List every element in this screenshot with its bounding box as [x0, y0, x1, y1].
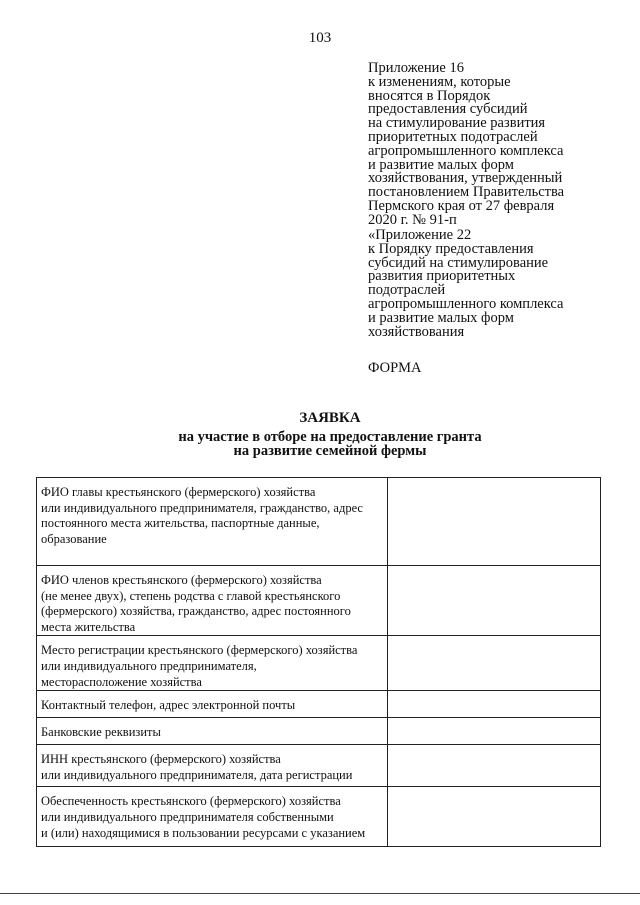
forma-label: ФОРМА	[368, 360, 422, 376]
document-title: ЗАЯВКА	[299, 410, 361, 426]
appendix-22-line: к Порядку предоставления	[368, 240, 534, 257]
appendix-16-line: и развитие малых форм	[368, 156, 514, 173]
appendix-22-line: хозяйствования	[368, 323, 465, 340]
row-label-line: ФИО членов крестьянского (фермерского) хозяйства	[41, 573, 322, 587]
row-label-line: ИНН крестьянского (фермерского) хозяйства	[41, 752, 281, 767]
appendix-16-line: 2020 г. № 91-п	[368, 211, 457, 228]
row-label-line: месторасположение хозяйства	[41, 674, 202, 689]
row-label	[37, 636, 388, 691]
appendix-16-line: на стимулирование развития	[368, 115, 546, 132]
value-input-cell[interactable]	[388, 787, 601, 847]
appendix-16-line: агропромышленного комплекса	[368, 142, 564, 159]
appendix-22-line: подотраслей	[368, 282, 446, 299]
row-label	[37, 787, 388, 847]
page-bottom-edge	[0, 893, 640, 894]
value-input-cell[interactable]	[388, 718, 601, 745]
appendix-16-line: хозяйствования, утвержденный	[368, 170, 563, 187]
table-row	[37, 691, 601, 718]
appendix-16-block	[368, 62, 618, 228]
appendix-16-line: постановлением Правительства	[368, 184, 565, 201]
row-label-line: ФИО главы крестьянского (фермерского) хозяйства	[41, 485, 316, 499]
table-row	[37, 566, 601, 636]
appendix-22-line: агропромышленного комплекса	[368, 295, 564, 312]
value-input-cell[interactable]	[388, 691, 601, 718]
appendix-22-line: «Приложение 22	[368, 227, 472, 243]
application-form-table	[36, 477, 601, 847]
row-label-line: Место регистрации крестьянского (фермерского) хозяйства	[41, 643, 358, 658]
document-subtitle	[0, 430, 640, 458]
table-row	[37, 636, 601, 691]
row-label-line: образование	[41, 531, 107, 546]
appendix-16-line: Пермского края от 27 февраля	[368, 197, 555, 214]
appendix-22-line: и развитие малых форм	[368, 309, 514, 326]
table-row	[37, 745, 601, 787]
table-row	[37, 718, 601, 745]
row-label	[37, 718, 388, 745]
row-label-line: и (или) находящимися в пользовании ресурсами с указанием	[41, 825, 366, 840]
row-label	[37, 691, 388, 718]
appendix-16-line: к изменениям, которые	[368, 73, 511, 90]
row-label-line: или индивидуального предпринимателя, гражданство, адрес	[41, 500, 363, 515]
value-input-cell[interactable]	[388, 745, 601, 787]
row-label-line: или индивидуального предпринимателя собственными	[41, 809, 334, 824]
row-label-line: Контактный телефон, адрес электронной почты	[41, 698, 296, 713]
appendix-22-block	[368, 229, 618, 339]
row-label-line: или индивидуального предпринимателя,	[41, 658, 257, 673]
row-label	[37, 745, 388, 787]
appendix-16-line: Приложение 16	[368, 60, 464, 76]
row-label-line: (не менее двух), степень родства с главой крестьянского	[41, 588, 341, 603]
row-label-line: места жительства	[41, 619, 136, 634]
subtitle-line: на развитие семейной фермы	[233, 443, 427, 459]
row-label-line: Обеспеченность крестьянского (фермерского) хозяйства	[41, 794, 341, 809]
appendix-16-line: вносятся в Порядок	[368, 87, 491, 104]
table-row	[37, 787, 601, 847]
row-label-line: или индивидуального предпринимателя, дата регистрации	[41, 767, 353, 782]
row-label	[37, 566, 388, 636]
row-label-line: Банковские реквизиты	[41, 725, 161, 740]
table-row	[37, 478, 601, 566]
appendix-22-line: развития приоритетных	[368, 268, 516, 285]
page-number: 103	[308, 30, 332, 46]
row-label-line: постоянного места жительства, паспортные данные,	[41, 516, 320, 531]
appendix-16-line: приоритетных подотраслей	[368, 128, 538, 145]
row-label-line: (фермерского) хозяйства, гражданство, адрес постоянного	[41, 604, 351, 619]
value-input-cell[interactable]	[388, 478, 601, 566]
row-label	[37, 478, 388, 566]
value-input-cell[interactable]	[388, 566, 601, 636]
value-input-cell[interactable]	[388, 636, 601, 691]
subtitle-line: на участие в отборе на предоставление гранта	[178, 429, 482, 445]
appendix-22-line: субсидий на стимулирование	[368, 254, 549, 271]
appendix-16-line: предоставления субсидий	[368, 101, 528, 118]
